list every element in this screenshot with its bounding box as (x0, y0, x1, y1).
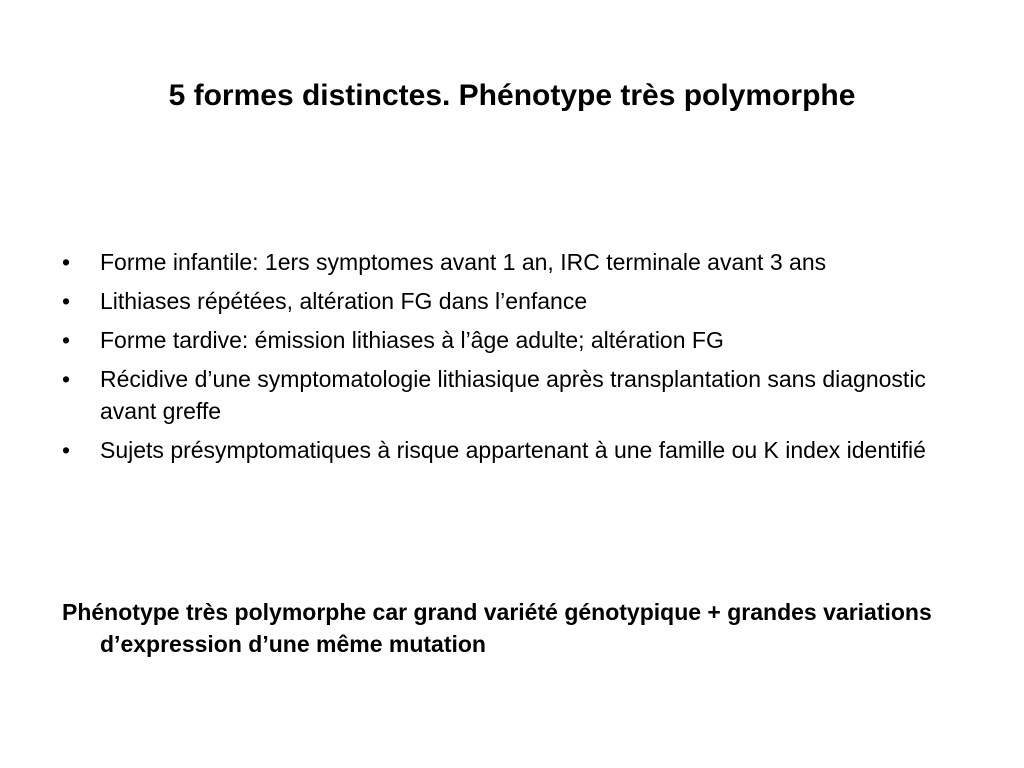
bullet-item (62, 324, 962, 356)
bullet-item (62, 246, 962, 278)
bullet-dot-icon: • (62, 288, 71, 314)
bullet-dot-icon: • (62, 437, 71, 463)
bullet-text: Forme infantile: 1ers symptomes avant 1 an, IRC terminale avant 3 ans (100, 249, 827, 275)
slide-title: 5 formes distinctes. Phénotype très polymorphe (168, 79, 856, 112)
bullet-dot-icon: • (62, 327, 71, 353)
bullet-list (62, 246, 962, 466)
bullet-text: Forme tardive: émission lithiases à l’âge adulte; altération FG (100, 327, 724, 353)
bullet-text: Récidive d’une symptomatologie lithiasique après transplantation sans diagnostic avant greffe (100, 366, 926, 424)
bullet-item (62, 434, 962, 466)
conclusion-text: Phénotype très polymorphe car grand variété génotypique + grandes variations d’expression d’une même mutation (62, 599, 932, 657)
bullet-dot-icon: • (62, 249, 71, 275)
bullet-dot-icon: • (62, 366, 71, 392)
bullet-text: Lithiases répétées, altération FG dans l’enfance (100, 288, 588, 314)
bullet-text: Sujets présymptomatiques à risque appartenant à une famille ou K index identifié (100, 437, 926, 463)
bullet-item (62, 363, 962, 427)
bullet-item (62, 285, 962, 317)
